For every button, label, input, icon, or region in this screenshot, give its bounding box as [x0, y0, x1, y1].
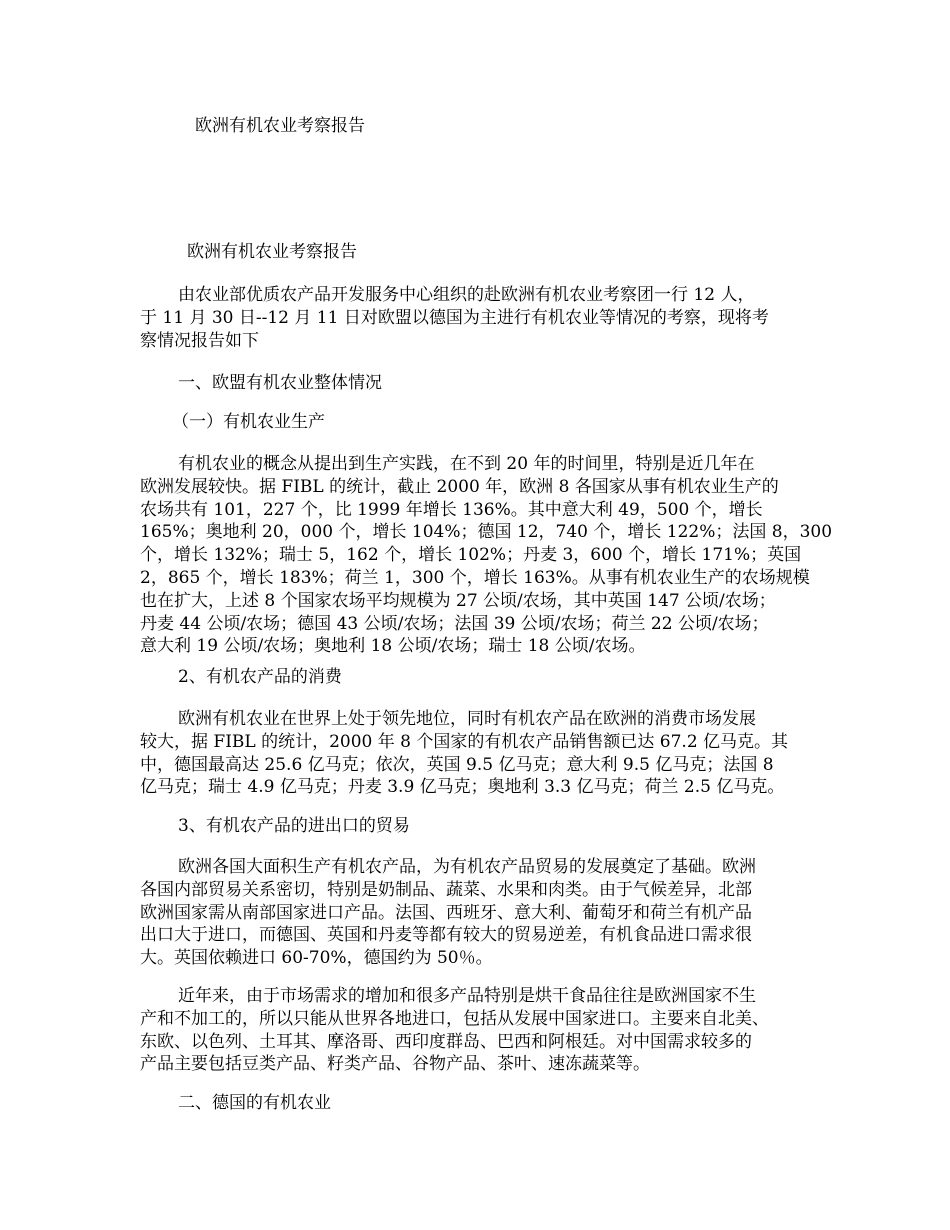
paragraph-line: 察情况报告如下 — [140, 330, 259, 351]
import-paragraph — [140, 985, 818, 1076]
paragraph-line: 个，增长 132%；瑞士 5，162 个，增长 102%；丹麦 3，600 个，增长 171%；英国 — [140, 545, 802, 566]
paragraph-line: 165%；奥地利 20，000 个，增长 104%；德国 12，740 个，增长 122%；法国 8，300 — [140, 522, 833, 543]
paragraph-line: 农场共有 101，227 个，比 1999 年增长 136%。其中意大利 49，500 个，增长 — [140, 499, 763, 520]
paragraph-line: 欧洲有机农业在世界上处于领先地位，同时有机农产品在欧洲的消费市场发展 — [178, 709, 756, 729]
document-title: 欧洲有机农业考察报告 — [195, 116, 365, 136]
paragraph-line: 欧洲国家需从南部国家进口产品。法国、西班牙、意大利、葡萄牙和荷兰有机产品 — [140, 902, 752, 923]
production-paragraph — [140, 453, 833, 658]
consumption-paragraph — [140, 708, 818, 799]
paragraph-line: 产和不加工的，所以只能从世界各地进口，包括从发展中国家进口。主要来自北美、 — [140, 1008, 769, 1029]
paragraph-line: 有机农业的概念从提出到生产实践，在不到 20 年的时间里，特别是近几年在 — [178, 454, 755, 474]
paragraph-line: 近年来，由于市场需求的增加和很多产品特别是烘干食品往往是欧洲国家不生 — [178, 986, 756, 1006]
paragraph-line: 由农业部优质农产品开发服务中心组织的赴欧洲有机农业考察团一行 12 人， — [178, 285, 755, 305]
paragraph-line: 于 11 月 30 日--12 月 11 日对欧盟以德国为主进行有机农业等情况的考察，现将考 — [140, 307, 769, 328]
paragraph-line: 亿马克；瑞士 4.9 亿马克；丹麦 3.9 亿马克；奥地利 3.3 亿马克；荷兰 2.5 亿马克。 — [140, 777, 785, 798]
trade-paragraph — [140, 856, 818, 970]
paragraph-line: 各国内部贸易关系密切，特别是奶制品、蔬菜、水果和肉类。由于气候差异，北部 — [140, 879, 752, 900]
paragraph-line: 出口大于进口，而德国、英国和丹麦等都有较大的贸易逆差，有机食品进口需求很 — [140, 925, 752, 946]
subsection-heading-1-2: 2、有机农产品的消费 — [178, 667, 342, 687]
paragraph-line: 欧洲发展较快。据 FIBL 的统计，截止 2000 年，欧洲 8 各国家从事有机农业生产的 — [140, 476, 779, 497]
paragraph-line: 较大，据 FIBL 的统计，2000 年 8 个国家的有机农产品销售额已达 67.2 亿马克。其 — [140, 731, 789, 752]
paragraph-line: 意大利 19 公顷/农场；奥地利 18 公顷/农场；瑞士 18 公顷/农场。 — [140, 636, 646, 657]
section-heading-1: 一、欧盟有机农业整体情况 — [178, 373, 382, 393]
subsection-heading-1-1: （一）有机农业生产 — [172, 412, 325, 432]
paragraph-line: 丹麦 44 公顷/农场；德国 43 公顷/农场；法国 39 公顷/农场；荷兰 22 公顷/农场； — [140, 613, 769, 634]
paragraph-line: 2，865 个，增长 183%；荷兰 1，300 个，增长 163%。从事有机农业生产的农场规模 — [140, 567, 810, 588]
paragraph-line: 中，德国最高达 25.6 亿马克；依次，英国 9.5 亿马克；意大利 9.5 亿马克；法国 8 — [140, 754, 774, 775]
paragraph-line: 产品主要包括豆类产品、籽类产品、谷物产品、茶叶、速冻蔬菜等。 — [140, 1054, 650, 1075]
document-subtitle: 欧洲有机农业考察报告 — [187, 242, 357, 262]
paragraph-line: 大。英国依赖进口 60-70%，德国约为 50％。 — [140, 948, 493, 969]
paragraph-line: 也在扩大，上述 8 个国家农场平均规模为 27 公顷/农场，其中英国 147 公顷/农场； — [140, 590, 776, 611]
subsection-heading-1-3: 3、有机农产品的进出口的贸易 — [178, 816, 410, 836]
paragraph-line: 欧洲各国大面积生产有机农产品，为有机农产品贸易的发展奠定了基础。欧洲 — [178, 857, 756, 877]
section-heading-2: 二、德国的有机农业 — [178, 1093, 331, 1113]
intro-paragraph — [140, 284, 818, 352]
paragraph-line: 东欧、以色列、土耳其、摩洛哥、西印度群岛、巴西和阿根廷。对中国需求较多的 — [140, 1031, 752, 1052]
